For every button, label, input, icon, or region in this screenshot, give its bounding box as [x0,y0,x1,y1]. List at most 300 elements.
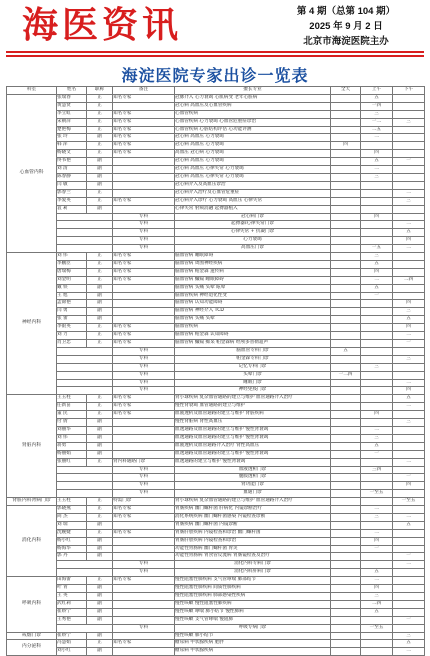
doctor-note [113,173,175,181]
slot-am [361,371,393,379]
doctor-name: 郭晓燕 [57,506,87,514]
slot-am: 四 [361,585,393,593]
doctor-rank: 正 [87,506,113,514]
doctor-row [7,577,425,585]
doctor-specialty: 冠心病介入及高血压诊治 [175,181,331,189]
doctor-note [113,316,175,324]
clinic-name: 睡眠门诊 [175,379,331,387]
slot-am: 二五 [361,126,393,134]
doctor-name: 肖卫忠 [57,340,87,348]
slot-allday [331,189,361,197]
header-am: 上午 [361,87,393,95]
clinic-name: 脑血管专科门诊 [175,347,331,355]
doctor-rank: 副 [87,616,113,624]
doctor-row [7,173,425,181]
slot-pm [393,260,425,268]
doctor-specialty: 功能性胃肠病 幽门螺杆菌 胃炎 [175,545,331,553]
doctor-note [113,426,175,434]
dept-cell: 心血管内科 [7,94,57,252]
schedule-table-wrapper [6,86,424,656]
doctor-specialty: 脑血管疾病 神经退化性变 [175,292,331,300]
slot-am: 四 [361,411,393,419]
doctor-rank: 正 [87,498,113,506]
doctor-rank: 正 [87,189,113,197]
blank-cell [57,482,113,490]
clinic-row [7,624,425,632]
slot-am [361,632,393,640]
doctor-name: 张 蕾 [57,316,87,324]
slot-am: 一至五 [361,624,393,632]
doctor-name: 佟书艳 [57,158,87,166]
doctor-specialty: 胃肠肝胆疾病 内镜检查和诊治 幽门螺杆菌 [175,529,331,537]
clinic-name: 起搏器/心律失常门诊 [175,221,331,229]
blank-cell [57,237,113,245]
slot-am: 二 [361,506,393,514]
blank-cell [57,624,113,632]
doctor-row [7,260,425,268]
doctor-name: 杨晓文 [57,150,87,158]
slot-am: 一四 [361,102,393,110]
slot-allday [331,569,361,577]
slot-allday [331,379,361,387]
slot-pm: 三 [393,118,425,126]
doctor-rank: 副 [87,521,113,529]
doctor-name: 张瑞春 [57,94,87,102]
slot-allday [331,150,361,158]
slot-pm [393,142,425,150]
dept-cell: 呼吸内科 [7,577,57,632]
doctor-note: 知名专家 [113,126,175,134]
doctor-rank: 副 [87,166,113,174]
slot-allday [331,245,361,253]
doctor-name: 袁 莉 [57,205,87,213]
doctor-name: 刘 伟 [57,253,87,261]
doctor-rank: 副 [87,593,113,601]
clinic-name: 肾功能门诊 [175,482,331,490]
doctor-name: 刘 伟 [57,434,87,442]
slot-allday [331,450,361,458]
slot-allday [331,94,361,102]
clinic-row [7,347,425,355]
blank-cell [57,355,113,363]
slot-allday [331,640,361,648]
slot-pm [393,347,425,355]
doctor-row [7,94,425,102]
doctor-row [7,537,425,545]
slot-allday [331,229,361,237]
slot-pm: 二 [393,458,425,466]
clinic-type: 专科 [113,379,175,387]
slot-pm: 四 [393,387,425,395]
doctor-note [113,434,175,442]
slot-am [361,229,393,237]
doctor-name: 董 民 [57,411,87,419]
slot-am: 五 [361,260,393,268]
slot-pm: 二 [393,245,425,253]
blank-cell [57,474,113,482]
slot-allday [331,537,361,545]
doctor-name: 王玉柱 [57,395,87,403]
doctor-name: 张丽红 [57,458,87,466]
slot-am: 二 [361,276,393,284]
slot-pm: 五 [393,395,425,403]
clinic-row [7,474,425,482]
header-allday: 全天 [331,87,361,95]
doctor-rank: 正 [87,332,113,340]
clinic-type: 专科 [113,624,175,632]
slot-pm: 二 [393,189,425,197]
slot-am: 五 [361,608,393,616]
slot-pm: 五 [393,640,425,648]
doctor-row [7,529,425,537]
clinic-type: 专科 [113,213,175,221]
doctor-note [113,300,175,308]
doctor-name: 韩 萍 [57,142,87,150]
slot-allday [331,158,361,166]
slot-allday [331,284,361,292]
blank-cell [57,379,113,387]
doctor-specialty: 冠心病 高血压 心力衰竭 [175,142,331,150]
doctor-note: 知名专家 [113,411,175,419]
doctor-row [7,450,425,458]
clinic-row [7,482,425,490]
clinic-row [7,245,425,253]
slot-allday [331,426,361,434]
clinic-row [7,379,425,387]
schedule-body [7,94,425,655]
doctor-name: 李银英 [57,324,87,332]
slot-allday [331,316,361,324]
slot-allday [331,593,361,601]
slot-am [361,395,393,403]
doctor-note: 知名专家 [113,150,175,158]
slot-pm: 一 [393,553,425,561]
doctor-specialty: 功能性胃肠病 胃食管反流病 胃肠镜检查及治疗 [175,553,331,561]
doctor-rank: 正 [87,126,113,134]
doctor-specialty: 脑血管病 认知功能障碍 [175,300,331,308]
slot-pm: 二 [393,561,425,569]
doctor-rank: 正 [87,395,113,403]
doctor-name: 杨丽娟 [57,450,87,458]
doctor-rank: 副 [87,600,113,608]
doctor-rank: 副 [87,308,113,316]
doctor-name: 唐瑞梅 [57,268,87,276]
doctor-row [7,640,425,648]
clinic-type: 专科 [113,490,175,498]
doctor-row [7,276,425,284]
slot-allday [331,324,361,332]
doctor-name: 郭 丹 [57,553,87,561]
doctor-row [7,181,425,189]
masthead [0,0,430,50]
doctor-row [7,292,425,300]
dept-cell: 神经内科 [7,253,57,395]
doctor-note [113,553,175,561]
doctor-name: 武红莉 [57,600,87,608]
clinic-name: 腹膜透析门诊 [175,474,331,482]
slot-allday [331,648,361,656]
doctor-row [7,300,425,308]
clinic-row [7,490,425,498]
doctor-note [113,102,175,110]
slot-allday [331,205,361,213]
issue-date: 2025 年 9 月 2 日 [309,21,383,32]
slot-am: 二 [361,426,393,434]
slot-am [361,648,393,656]
doctor-specialty: 血透通路的建立与维护 慢性肾衰竭 [175,458,331,466]
slot-pm: 一 [393,616,425,624]
slot-pm: 三 [393,419,425,427]
doctor-note [113,158,175,166]
blank-cell [57,363,113,371]
doctor-specialty: 脑血管病 癫痫 痴呆 帕金森病 经颅多普勒超声 [175,340,331,348]
clinic-name: 血液透析门诊 [175,466,331,474]
doctor-row [7,648,425,656]
doctor-note: 知名专家 [113,395,175,403]
slot-am [361,142,393,150]
slot-allday [331,521,361,529]
clinic-row [7,466,425,474]
header-name: 姓名 [57,87,87,95]
slot-allday [331,395,361,403]
doctor-name: 闫 勇 [57,308,87,316]
doctor-note: 知名专家 [113,506,175,514]
dept-cell: 消化内科 [7,506,57,577]
doctor-note [113,600,175,608]
doctor-specialty: 脑血管病 帕金森 认知障碍 [175,332,331,340]
doctor-name: 冯慧娟 [57,640,87,648]
doctor-specialty: 脑血管病 睡眠障碍 [175,253,331,261]
clinic-row [7,371,425,379]
slot-pm [393,593,425,601]
header-dept: 科室 [7,87,57,95]
slot-allday: 四 [331,142,361,150]
slot-allday [331,600,361,608]
slot-allday [331,102,361,110]
doctor-row [7,513,425,521]
slot-allday [331,237,361,245]
slot-am [361,553,393,561]
slot-allday [331,411,361,419]
doctor-name: 刘金明 [57,276,87,284]
masthead-rule-bottom [6,55,424,57]
slot-pm: 三 [393,632,425,640]
slot-am: 五 [361,94,393,102]
slot-pm [393,126,425,134]
slot-allday [331,458,361,466]
doctor-rank: 正 [87,102,113,110]
slot-allday [331,561,361,569]
doctor-specialty: 脑血管病 帕金森 遗传病 [175,268,331,276]
clinic-type: 专科 [113,466,175,474]
doctor-specialty: 胃肠肝胆疾病 内镜检查和诊治 [175,537,331,545]
blank-cell [57,490,113,498]
slot-pm: 四 [393,300,425,308]
doctor-name: 刘 力 [57,332,87,340]
doctor-note [113,450,175,458]
slot-pm: 四 [393,324,425,332]
clinic-name: 记忆专科门诊 [175,363,331,371]
clinic-type: 专科 [113,245,175,253]
clinic-type: 专科 [113,363,175,371]
clinic-type: 专科 [113,482,175,490]
doctor-row [7,395,425,403]
slot-allday [331,442,361,450]
doctor-row [7,268,425,276]
doctor-rank: 正 [87,110,113,118]
slot-am [361,561,393,569]
doctor-specialty: 冠心病介入诊疗 心力衰竭 高血压 心律失常 [175,197,331,205]
slot-allday [331,403,361,411]
slot-allday [331,545,361,553]
doctor-name: 黄慧贤 [57,102,87,110]
slot-am: 三 [361,513,393,521]
slot-pm [393,102,425,110]
header-note: 备注 [113,87,175,95]
doctor-note: 特需门诊 [113,498,175,506]
doctor-name: 李爱英 [57,197,87,205]
blank-cell [57,213,113,221]
doctor-rank: 副 [87,632,113,640]
doctor-note: 知名专家 [113,110,175,118]
doctor-note: 知名专家 [113,340,175,348]
slot-pm [393,426,425,434]
doctor-rank: 副 [87,181,113,189]
slot-am: 二 [361,577,393,585]
doctor-rank: 正 [87,150,113,158]
dept-cell: 内分泌科 [7,640,57,656]
doctor-specialty: 胃肠疾病 幽门螺杆菌 肝病化 内镜诊断治疗 [175,506,331,514]
doctor-note: 知名专家 [113,640,175,648]
slot-pm [393,466,425,474]
slot-pm [393,569,425,577]
doctor-name: 戴 铁 [57,284,87,292]
doctor-note: 肾内科通路门诊 [113,458,175,466]
doctor-rank: 正 [87,197,113,205]
doctor-row [7,632,425,640]
doctor-note: 知名专家 [113,253,175,261]
doctor-specialty: 心律失常 射频消融 起搏器植入 [175,205,331,213]
slot-allday [331,498,361,506]
doctor-row [7,166,425,174]
doctor-specialty: 脑血管病 周围神经疾病 [175,260,331,268]
doctor-note: 知名专家 [113,268,175,276]
header-specialty: 擅长专业 [175,87,331,95]
doctor-name: 王 英 [57,593,87,601]
blank-cell [57,561,113,569]
doctor-row [7,150,425,158]
slot-am: 三四 [361,466,393,474]
slot-am [361,197,393,205]
slot-allday [331,466,361,474]
clinic-type: 专科 [113,347,175,355]
sponsor: 北京市海淀医院主办 [303,36,389,47]
slot-pm [393,608,425,616]
slot-am [361,498,393,506]
slot-allday [331,197,361,205]
slot-allday [331,434,361,442]
slot-allday [331,632,361,640]
doctor-rank: 正 [87,260,113,268]
slot-am: 一 [361,545,393,553]
slot-pm: 二 [393,648,425,656]
blank-cell [57,347,113,355]
doctor-row [7,332,425,340]
doctor-specialty: 糖尿病 甲状腺疾病 [175,648,331,656]
doctor-row [7,458,425,466]
slot-pm: 五 [393,521,425,529]
slot-am [361,237,393,245]
slot-pm [393,434,425,442]
masthead-meta [276,4,416,49]
slot-pm [393,624,425,632]
slot-pm: 四 [393,237,425,245]
slot-am: 三 [361,434,393,442]
slot-am: 二 [361,166,393,174]
doctor-row [7,506,425,514]
doctor-note [113,648,175,656]
slot-am: 四 [361,268,393,276]
doctor-row [7,545,425,553]
slot-pm: 二 [393,379,425,387]
doctor-rank: 副 [87,419,113,427]
doctor-note [113,166,175,174]
doctor-note: 知名专家 [113,529,175,537]
doctor-note [113,537,175,545]
masthead-title: 海医资讯 [22,4,183,46]
slot-am: 三 [361,110,393,118]
slot-allday [331,490,361,498]
doctor-note: 知名专家 [113,403,175,411]
slot-pm [393,442,425,450]
doctor-rank: 正 [87,640,113,648]
doctor-specialty: 慢性咳嗽 肺小结节 [175,632,331,640]
slot-allday: 五 [331,347,361,355]
doctor-name: 蒋勇 [57,442,87,450]
slot-am [361,355,393,363]
doctor-specialty: 慢性咳嗽 支气管哮喘 慢阻肺 [175,616,331,624]
slot-allday [331,419,361,427]
dept-cell: 肾脏内科肾病门诊 [7,498,57,506]
slot-am [361,403,393,411]
slot-am: 五 [361,158,393,166]
slot-pm [393,205,425,213]
slot-pm: 三 [393,197,425,205]
slot-pm [393,134,425,142]
doctor-row [7,553,425,561]
doctor-rank: 正 [87,324,113,332]
clinic-row [7,229,425,237]
doctor-note [113,308,175,316]
slot-allday [331,340,361,348]
slot-am: 三 [361,173,393,181]
doctor-rank: 正 [87,529,113,537]
slot-pm [393,292,425,300]
doctor-note: 知名专家 [113,118,175,126]
blank-cell [57,221,113,229]
doctor-note [113,189,175,197]
doctor-row [7,205,425,213]
slot-am [361,616,393,624]
doctor-name: 陈春静 [57,173,87,181]
doctor-rank: 副 [87,316,113,324]
doctor-note: 知名专家 [113,324,175,332]
slot-pm: 五 [393,229,425,237]
clinic-type: 专科 [113,474,175,482]
clinic-name: 头晕门诊 [175,371,331,379]
slot-allday [331,110,361,118]
doctor-row [7,411,425,419]
